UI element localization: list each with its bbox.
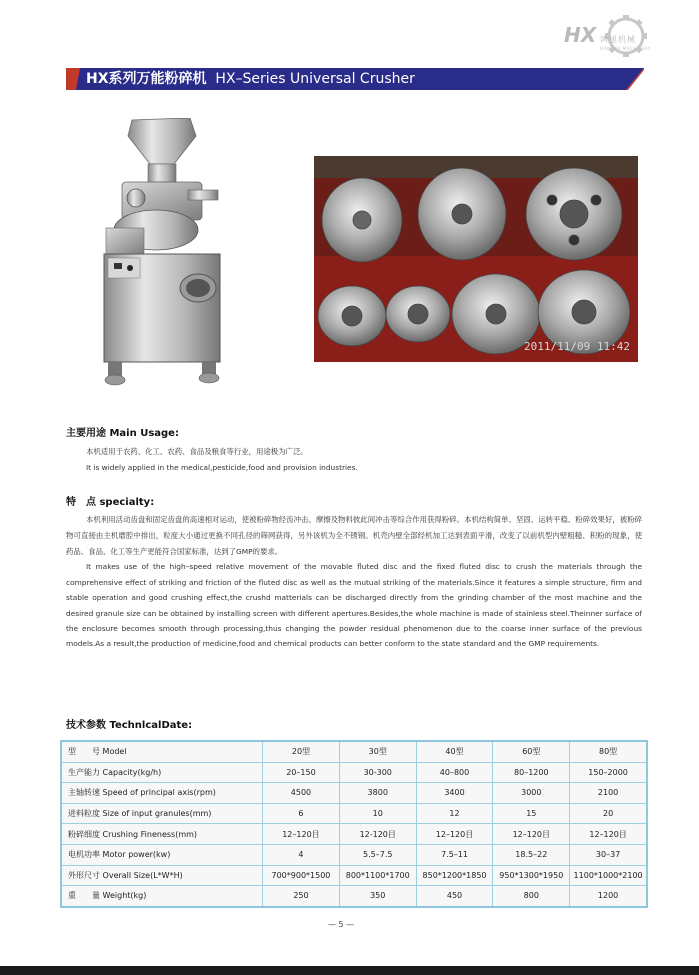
title-cn: HX系列万能粉碎机 <box>86 71 207 87</box>
row-label: 进料粒度 Size of input granules(mm) <box>61 803 263 824</box>
title-en: HX–Series Universal Crusher <box>215 71 415 87</box>
table-row <box>61 824 647 845</box>
table-row <box>61 741 647 762</box>
table-cell: 12-120目 <box>339 824 416 845</box>
table-row <box>61 783 647 804</box>
table-cell: 40型 <box>416 741 493 762</box>
tech-spec-table <box>60 740 648 908</box>
table-cell: 6 <box>263 803 340 824</box>
table-cell: 700*900*1500 <box>263 865 340 886</box>
table-row <box>61 886 647 907</box>
row-label: 粉碎细度 Crushing Fineness(mm) <box>61 824 263 845</box>
table-cell: 20型 <box>263 741 340 762</box>
table-cell: 7.5–11 <box>416 844 493 865</box>
row-label: 外形尺寸 Overall Size(L*W*H) <box>61 865 263 886</box>
crusher-machine-image <box>92 118 238 388</box>
table-cell: 4 <box>263 844 340 865</box>
row-label: 重 量 Weight(kg) <box>61 886 263 907</box>
table-cell: 10 <box>339 803 416 824</box>
table-cell: 15 <box>493 803 570 824</box>
table-cell: 12–120目 <box>263 824 340 845</box>
table-cell: 12–120目 <box>570 824 647 845</box>
table-cell: 2100 <box>570 783 647 804</box>
table-row <box>61 762 647 783</box>
table-cell: 12 <box>416 803 493 824</box>
page-title <box>86 69 415 89</box>
table-cell: 20 <box>570 803 647 824</box>
main-usage-heading: 主要用途 Main Usage: <box>66 428 179 439</box>
bottom-bar <box>0 966 699 975</box>
table-cell: 1200 <box>570 886 647 907</box>
photo-timestamp: 2011/11/09 11:42 <box>524 340 630 353</box>
table-cell: 20–150 <box>263 762 340 783</box>
table-cell: 250 <box>263 886 340 907</box>
table-row <box>61 803 647 824</box>
specialty-en: It makes use of the high–speed relative movement of the movable fluted disc and the fixed fluted disc to crush the materials through the comprehensive effect of striking and friction of the fluted disc as well as the mutual striking of the materials.Since it features a simple structure, firm and stable operation and good crushing effect,the crushd matterials can be discharged directly from the grinding chamber of the most machine and the desired granule size can be obtained by installing screen with different apertures.Besides,the whole machine is made of stainless steel.Theinner surface of the enclosure becomes smooth through processing,thus changing the powder residual phenomenon due to the coarse inner surface of the previous models.As a result,the production of medicine,food and chemical products can better conform to the state standard and the GMP requirements. <box>66 562 642 649</box>
main-usage-body <box>66 444 642 476</box>
table-cell: 40–800 <box>416 762 493 783</box>
table-cell: 1100*1000*2100 <box>570 865 647 886</box>
table-cell: 18.5–22 <box>493 844 570 865</box>
row-label: 生产能力 Capacity(kg/h) <box>61 762 263 783</box>
logo-company-cn: 鸿旭机械 <box>600 35 636 44</box>
table-row <box>61 865 647 886</box>
table-cell: 30–37 <box>570 844 647 865</box>
table-cell: 350 <box>339 886 416 907</box>
table-cell: 80–1200 <box>493 762 570 783</box>
main-usage-cn: 本机适用于农药、化工、农药、食品及粮食等行业，用途极为广泛。 <box>86 447 308 456</box>
table-cell: 5.5–7.5 <box>339 844 416 865</box>
specialty-body <box>66 512 642 652</box>
specialty-heading: 特 点 specialty: <box>66 497 155 508</box>
tech-heading: 技术参数 TechnlcalDate: <box>66 720 193 731</box>
table-cell: 850*1200*1850 <box>416 865 493 886</box>
table-cell: 60型 <box>493 741 570 762</box>
table-cell: 3800 <box>339 783 416 804</box>
logo-company-en: HONGXU MACHINERY <box>600 46 651 51</box>
table-cell: 950*1300*1950 <box>493 865 570 886</box>
main-usage-en: It is widely applied in the medical,pesticide,food and provision industries. <box>86 462 358 472</box>
row-label: 主轴转速 Speed of principal axis(rpm) <box>61 783 263 804</box>
table-cell: 30型 <box>339 741 416 762</box>
table-cell: 4500 <box>263 783 340 804</box>
table-cell: 80型 <box>570 741 647 762</box>
table-cell: 800 <box>493 886 570 907</box>
row-label: 型 号 Model <box>61 741 263 762</box>
table-cell: 3000 <box>493 783 570 804</box>
table-cell: 12–120目 <box>493 824 570 845</box>
logo-mark: HX <box>564 23 597 47</box>
table-cell: 450 <box>416 886 493 907</box>
table-cell: 12–120目 <box>416 824 493 845</box>
page-number: — 5 — <box>328 920 355 929</box>
table-cell: 150–2000 <box>570 762 647 783</box>
fluted-discs-photo <box>314 156 638 362</box>
table-cell: 800*1100*1700 <box>339 865 416 886</box>
row-label: 电机功率 Motor power(kw) <box>61 844 263 865</box>
table-cell: 30-300 <box>339 762 416 783</box>
specialty-cn: 本机利用活动齿盘和固定齿盘的高速相对运动，使被粉碎物经齿冲击、摩擦及物料彼此间冲击等综合作用获得粉碎。本机结构简单、坚固、运转平稳、粉碎效果好，被粉碎物可直接由主机磨腔中排出，粒度大小通过更换不同孔径的筛网获得，另外该机为全不锈钢。机壳内壁全部经机加工达到表面平滑，改变了以前机型内壁粗糙、积粉的现象，使药品、食品、化工等生产更能符合国家标准，达到了GMP的要求。 <box>66 515 642 556</box>
table-cell: 3400 <box>416 783 493 804</box>
table-row <box>61 844 647 865</box>
